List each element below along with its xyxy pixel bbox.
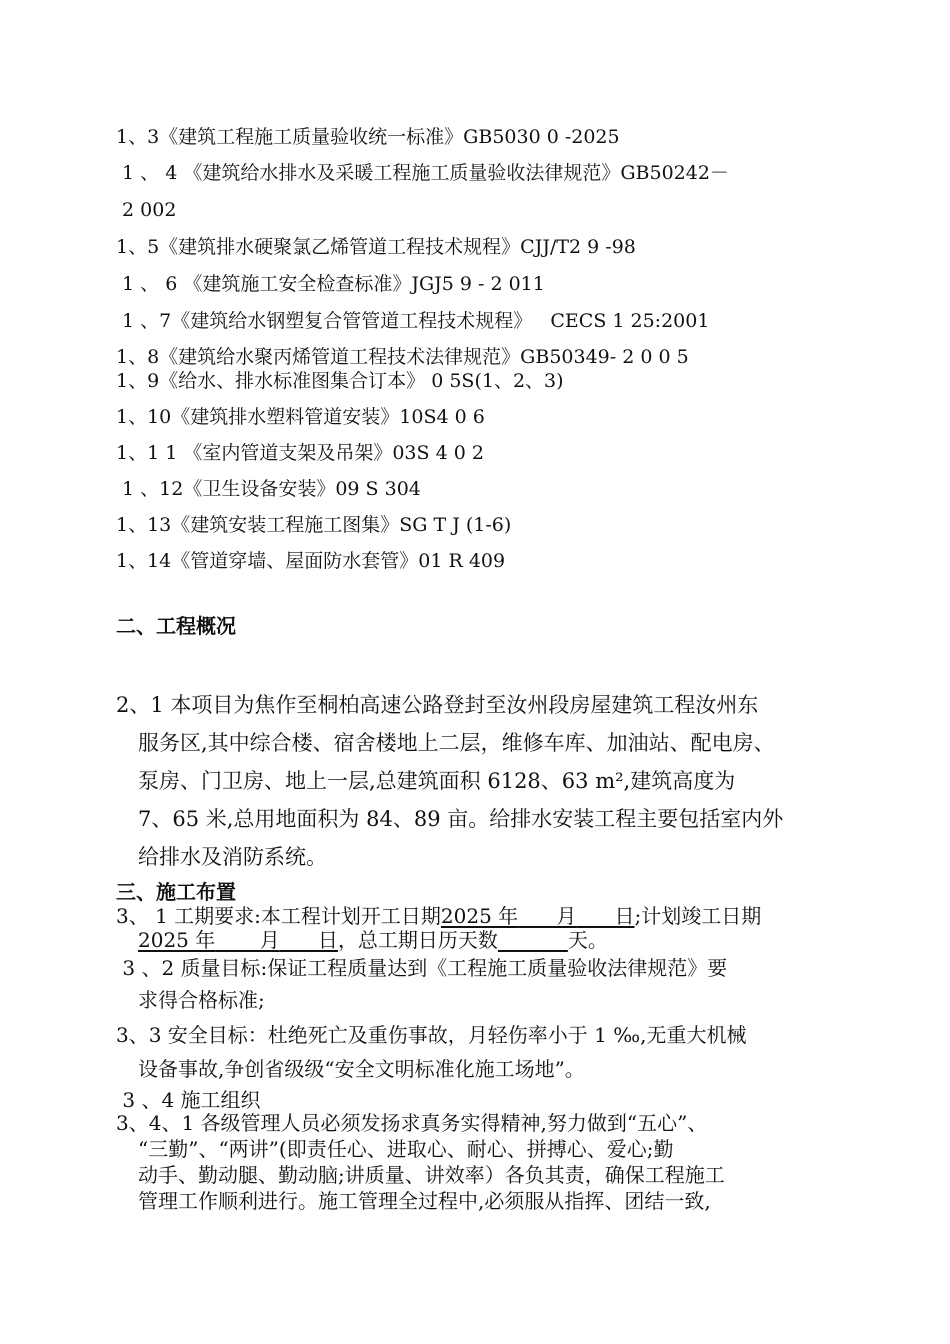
standard-item: 1、8《建筑给水聚丙烯管道工程技术法律规范》GB50349- 2 0 0 5 [116,346,689,368]
section-heading: 二、工程概况 [116,614,236,638]
start-year: 2025 年 [440,904,519,928]
paragraph-line: “三勤”、“两讲”(即责任心、进取心、耐心、拼搏心、爱心;勤 [138,1137,674,1161]
standard-item: 1 、 6 《建筑施工安全检查标准》JGJ5 9 - 2 011 [116,273,545,295]
standard-item: 1、5《建筑排水硬聚氯乙烯管道工程技术规程》CJJ/T2 9 -98 [116,236,636,258]
section-heading: 三、施工布置 [116,880,236,904]
schedule-text: 天。 [567,928,608,952]
standard-item: 1、1 1 《室内管道支架及吊架》03S 4 0 2 [116,442,484,464]
standard-item: 1 、7《建筑给水钢塑复合管管道工程技术规程》 CECS 1 25:2001 [116,310,710,332]
start-month-blank: 月 [518,904,577,928]
end-day-blank: 日 [279,928,338,952]
standard-item: 2 002 [116,199,177,221]
paragraph-line: 求得合格标准; [138,988,265,1012]
project-overview-paragraph [116,686,783,876]
standard-item: 1 、12《卫生设备安装》09 S 304 [116,478,421,500]
management-paragraph [116,1110,725,1214]
schedule-requirement [116,904,761,952]
safety-goal [116,1018,746,1086]
standard-item: 1 、 4 《建筑给水排水及采暖工程施工质量验收法律规范》GB50242－ [116,162,729,184]
paragraph-line: 给排水及消防系统。 [138,845,327,869]
quality-goal [116,952,727,1016]
paragraph-line: 动手、勤动腿、勤动脑;讲质量、讲效率）各负其责，确保工程施工 [138,1163,725,1187]
standard-item: 1、13《建筑安装工程施工图集》SG T J (1-6) [116,514,512,536]
paragraph-line: 2、1 本项目为焦作至桐柏高速公路登封至汝州段房屋建筑工程汝州东 [116,693,759,717]
paragraph-line: 3、4、1 各级管理人员必须发扬求真务实得精神,努力做到“五心”、 [116,1111,708,1135]
standard-item: 1、10《建筑排水塑料管道安装》10S4 0 6 [116,406,485,428]
paragraph-line: 服务区,其中综合楼、宿舍楼地上二层，维修车库、加油站、配电房、 [138,731,775,755]
end-year: 2025 年 [138,928,216,952]
paragraph-line: 设备事故,争创省级级“安全文明标准化施工场地”。 [138,1057,585,1081]
schedule-text: ;计划竣工日期 [634,904,762,928]
paragraph-line: 3、3 安全目标：杜绝死亡及重伤事故，月轻伤率小于 1 ‰,无重大机械 [116,1023,747,1047]
paragraph-line: 泵房、门卫房、地上一层,总建筑面积 6128、63 m²,建筑高度为 [138,769,736,793]
paragraph-line: 管理工作顺利进行。施工管理全过程中,必须服从指挥、团结一致, [138,1189,711,1213]
end-month-blank: 月 [215,928,280,952]
standard-item: 1、14《管道穿墙、屋面防水套管》01 R 409 [116,550,506,572]
paragraph-line: 7、65 米,总用地面积为 84、89 亩。给排水安装工程主要包括室内外 [138,807,784,831]
start-day-blank: 日 [576,904,635,928]
paragraph-line: 3 、2 质量目标:保证工程质量达到《工程施工质量验收法律规范》要 [116,956,728,980]
total-days-blank [498,928,568,952]
construction-organization-heading: 3 、4 施工组织 [116,1088,261,1112]
schedule-text: ，总工期日历天数 [337,928,498,952]
schedule-text: 3、 1 工期要求:本工程计划开工日期 [116,904,441,928]
standard-item: 1、9《给水、排水标准图集合订本》 0 5S(1、2、3) [116,370,564,392]
standard-item: 1、3《建筑工程施工质量验收统一标准》GB5030 0 -2025 [116,126,620,148]
